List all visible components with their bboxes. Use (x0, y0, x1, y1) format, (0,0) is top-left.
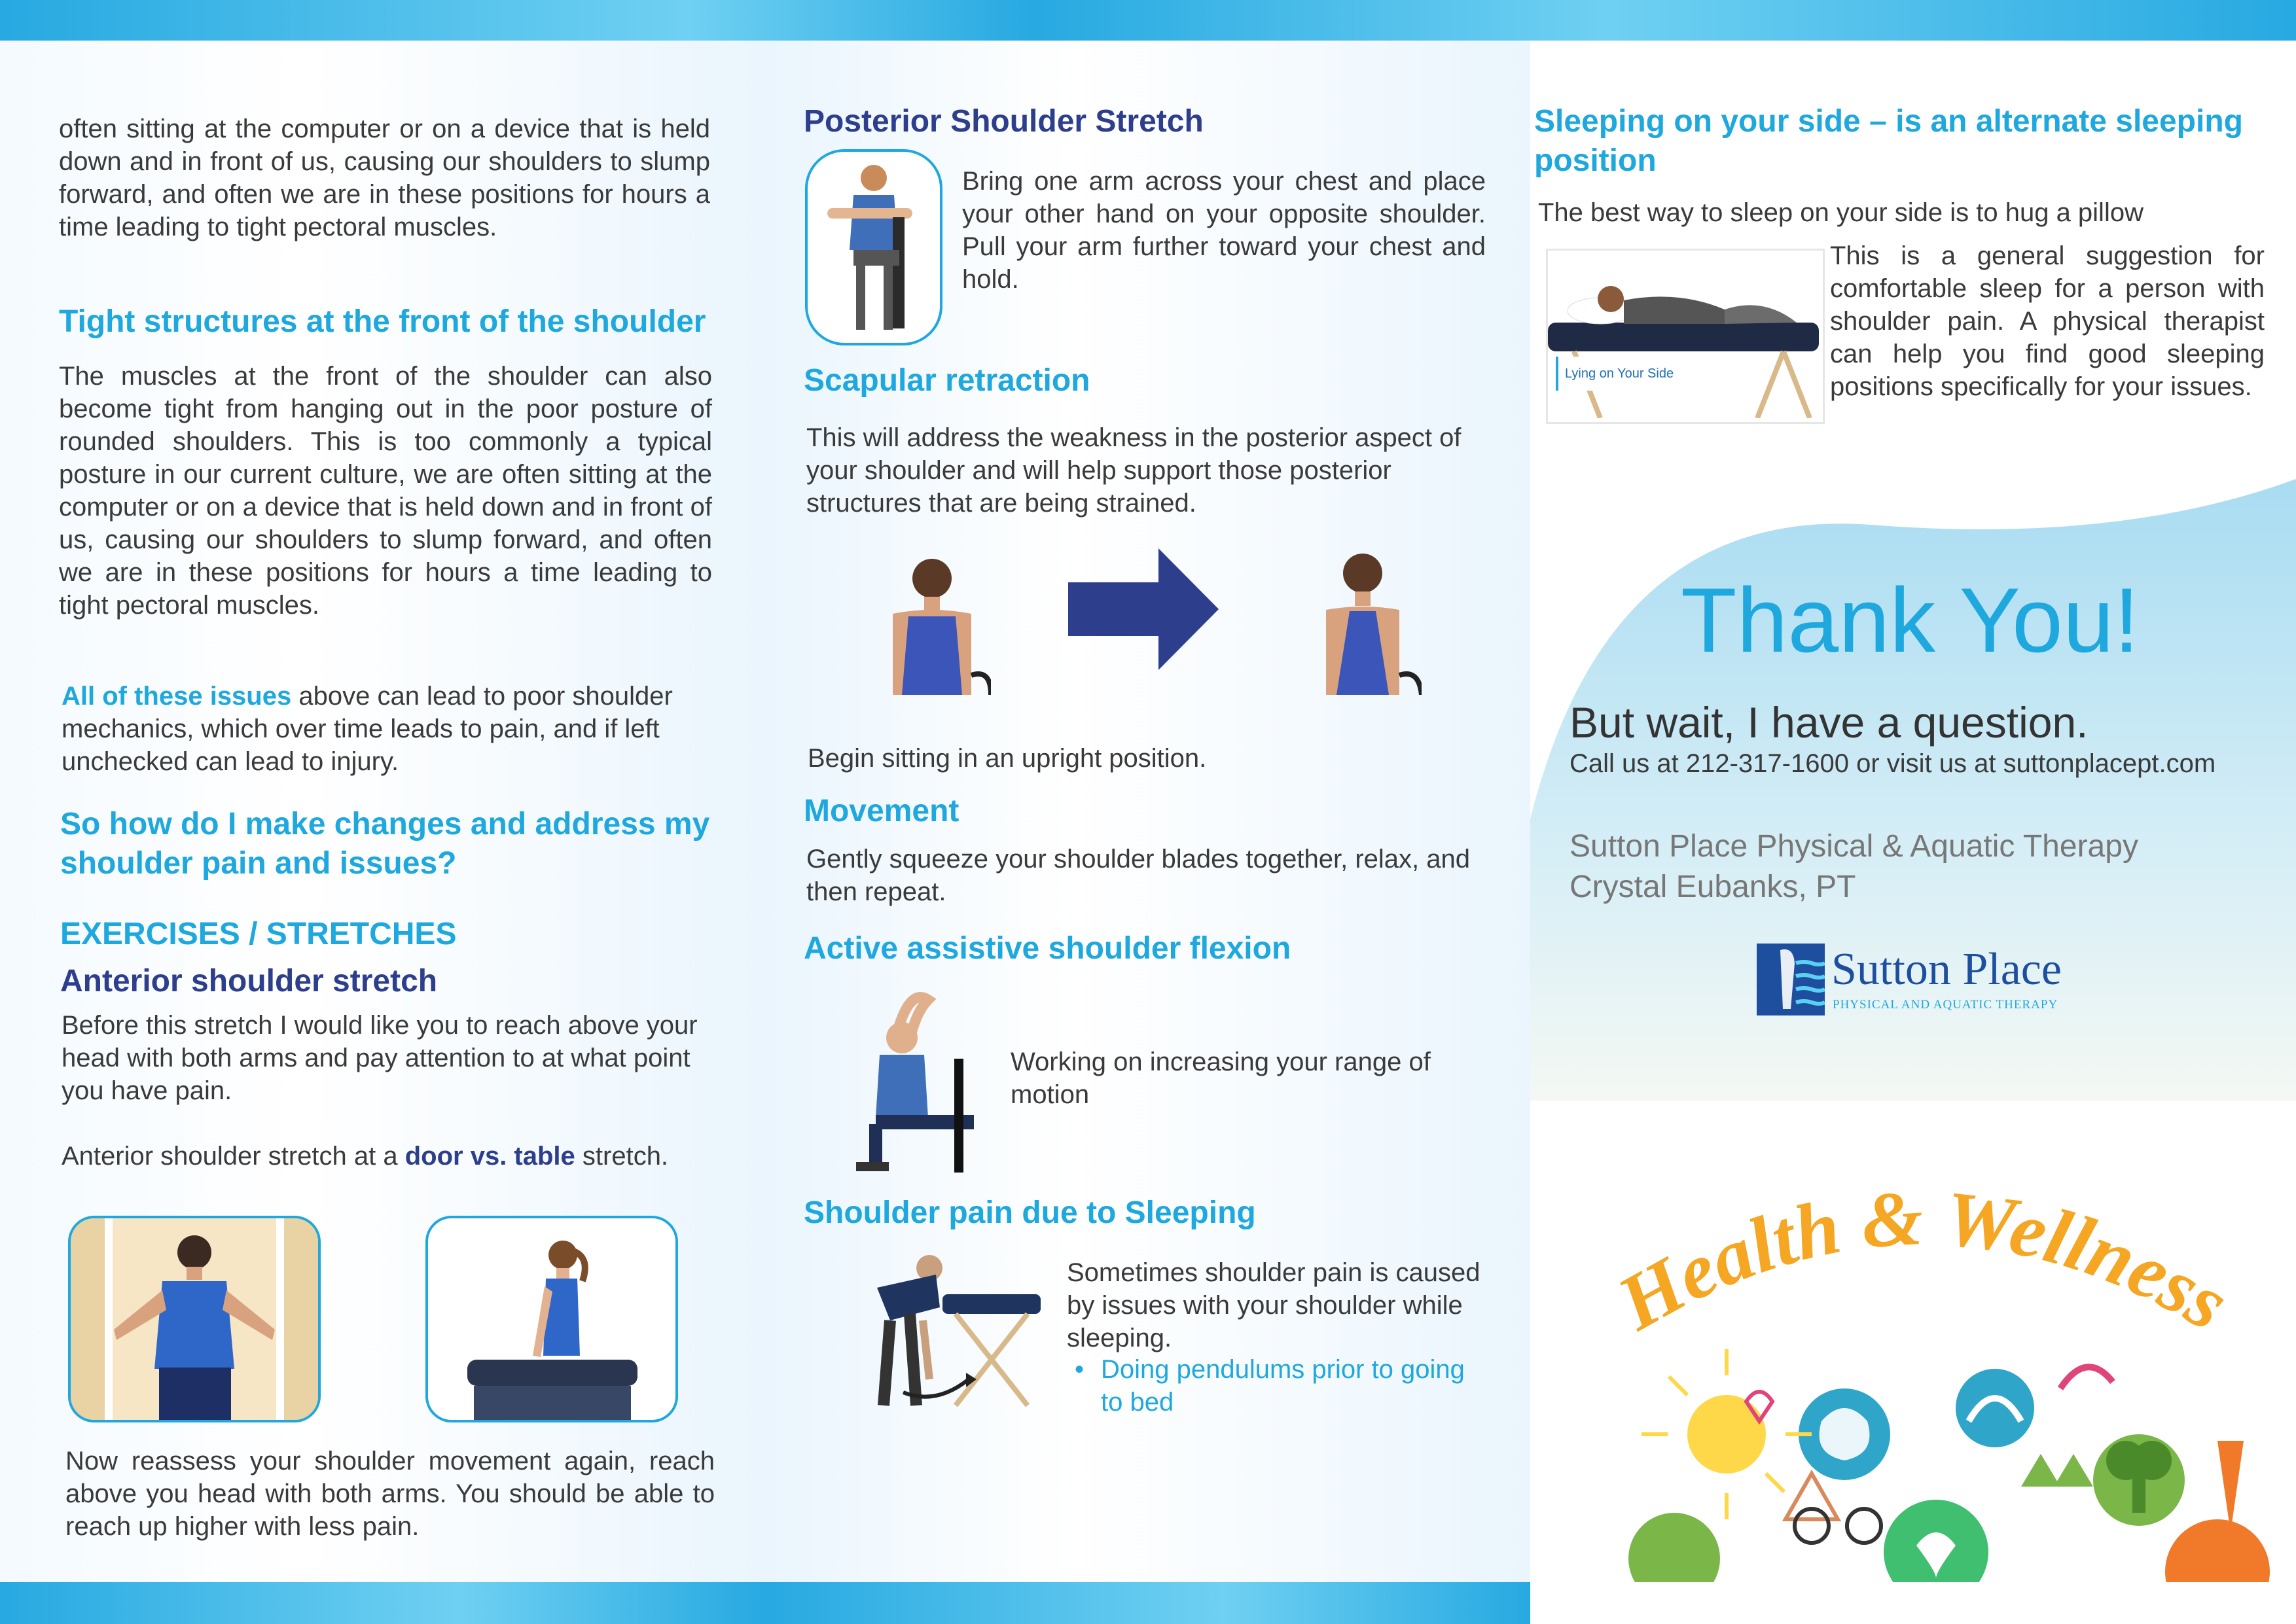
heading-side-sleeping: Sleeping on your side – is an alternate sleeping position (1534, 104, 2243, 178)
posterior-paragraph: Bring one arm across your chest and place your other hand on your opposite shoulder. Pull your arm further toward your chest and hold. (962, 167, 1486, 294)
door-bold: door vs. table (404, 1142, 575, 1171)
heading-tight-structures: Tight structures at the front of the shoulder (59, 304, 706, 339)
door-stretch-image (68, 1216, 321, 1422)
tight-structures-paragraph: The muscles at the front of the shoulder can also become tight from hanging out in the poor posture of rounded shoulders. This is too commonly a typical posture in our current culture, we are often sitting at the computer or on a device that is held down and in front of us, causing our shoulders to slump forward, and often we are in these positions for hours a time leading to tight pectoral muscles. (59, 362, 712, 620)
arrow-right-icon (1068, 548, 1219, 670)
scapular-paragraph: This will address the weakness in the posterior aspect of your shoulder and will help support those posterior structures that are being strained. (806, 423, 1462, 518)
heading-how-to-change: So how do I make changes and address my shoulder pain and issues? (60, 807, 710, 881)
flexion-image (830, 987, 987, 1173)
logo-name: Sutton Place (1831, 944, 2062, 995)
side-sleeping-intro: The best way to sleep on your side is to hug a pillow (1538, 198, 2144, 227)
panel-right (1530, 41, 2296, 1582)
wellness-illustration (1628, 1323, 2296, 1582)
reassess-paragraph: Now reassess your shoulder movement again, reach above you head with both arms. You should be able to reach up higher with less pain. (65, 1447, 715, 1541)
top-accent-bar (0, 0, 2296, 41)
person-name: Crystal Eubanks, PT (1570, 870, 1856, 904)
bullet-dot-icon: • (1075, 1355, 1085, 1384)
table-stretch-image (425, 1216, 678, 1422)
logo-tagline: PHYSICAL AND AQUATIC THERAPY (1833, 998, 2058, 1012)
scapular-end-image (1304, 547, 1422, 695)
issues-paragraph (62, 680, 690, 778)
side-image-label: Lying on Your Side (1556, 357, 1689, 391)
bullet-text: Doing pendulums prior to going to bed (1101, 1355, 1465, 1417)
scapular-start-image (873, 551, 991, 695)
panel-left (0, 41, 766, 1582)
health-wellness-title: Health & Wellness (1604, 1186, 2244, 1347)
door-vs-table-paragraph (62, 1140, 723, 1173)
pendulum-image (864, 1248, 1041, 1417)
intro-paragraph: often sitting at the computer or on a device that is held down and in front of us, causing our shoulders to slump forward, and often we are in these positions for hours a time leading to tight pectoral muscles. (59, 115, 710, 241)
heading-movement: Movement (804, 794, 960, 828)
heading-flexion: Active assistive shoulder flexion (804, 931, 1291, 966)
panel-middle (766, 41, 1530, 1582)
issues-rest: above can lead to poor shoulder mechanics, which over time leads to pain, and if left unchecked can lead to injury. (62, 682, 673, 776)
posterior-stretch-image (805, 149, 942, 345)
sleep-suggestion-paragraph: This is a general suggestion for comfortable sleep for a person with shoulder pain. A physical therapist can help you find good sleeping positions specifically for your issues. (1830, 241, 2265, 401)
bottom-accent-bar (0, 1582, 1530, 1624)
contact-line: Call us at 212-317-1600 or visit us at suttonplacept.com (1570, 749, 2216, 778)
door-rest: stretch. (575, 1142, 669, 1171)
anterior-paragraph: Before this stretch I would like you to reach above your head with both arms and pay attention to at what point you have pain. (62, 1011, 698, 1105)
heading-scapular-retraction: Scapular retraction (804, 363, 1090, 398)
pendulum-bullet (1075, 1353, 1494, 1419)
heading-anterior-stretch: Anterior shoulder stretch (60, 964, 438, 998)
sleeping-paragraph: Sometimes shoulder pain is caused by issues with your shoulder while sleeping. (1067, 1258, 1480, 1352)
begin-sitting-text: Begin sitting in an upright position. (808, 744, 1207, 773)
heading-sleeping: Shoulder pain due to Sleeping (804, 1195, 1256, 1230)
heading-exercises: EXERCISES / STRETCHES (60, 917, 457, 951)
door-lead: Anterior shoulder stretch at a (62, 1142, 405, 1171)
question-line: But wait, I have a question. (1570, 698, 2089, 747)
side-sleeping-image (1546, 249, 1825, 424)
movement-paragraph: Gently squeeze your shoulder blades together, relax, and then repeat. (806, 845, 1470, 906)
heading-posterior-stretch: Posterior Shoulder Stretch (804, 104, 1204, 139)
issues-lead: All of these issues (62, 682, 292, 711)
thank-you-title: Thank You! (1681, 569, 2140, 671)
flexion-paragraph: Working on increasing your range of motion (1011, 1048, 1431, 1109)
org-name: Sutton Place Physical & Aquatic Therapy (1570, 829, 2138, 864)
logo-mark-icon (1757, 944, 1825, 1015)
